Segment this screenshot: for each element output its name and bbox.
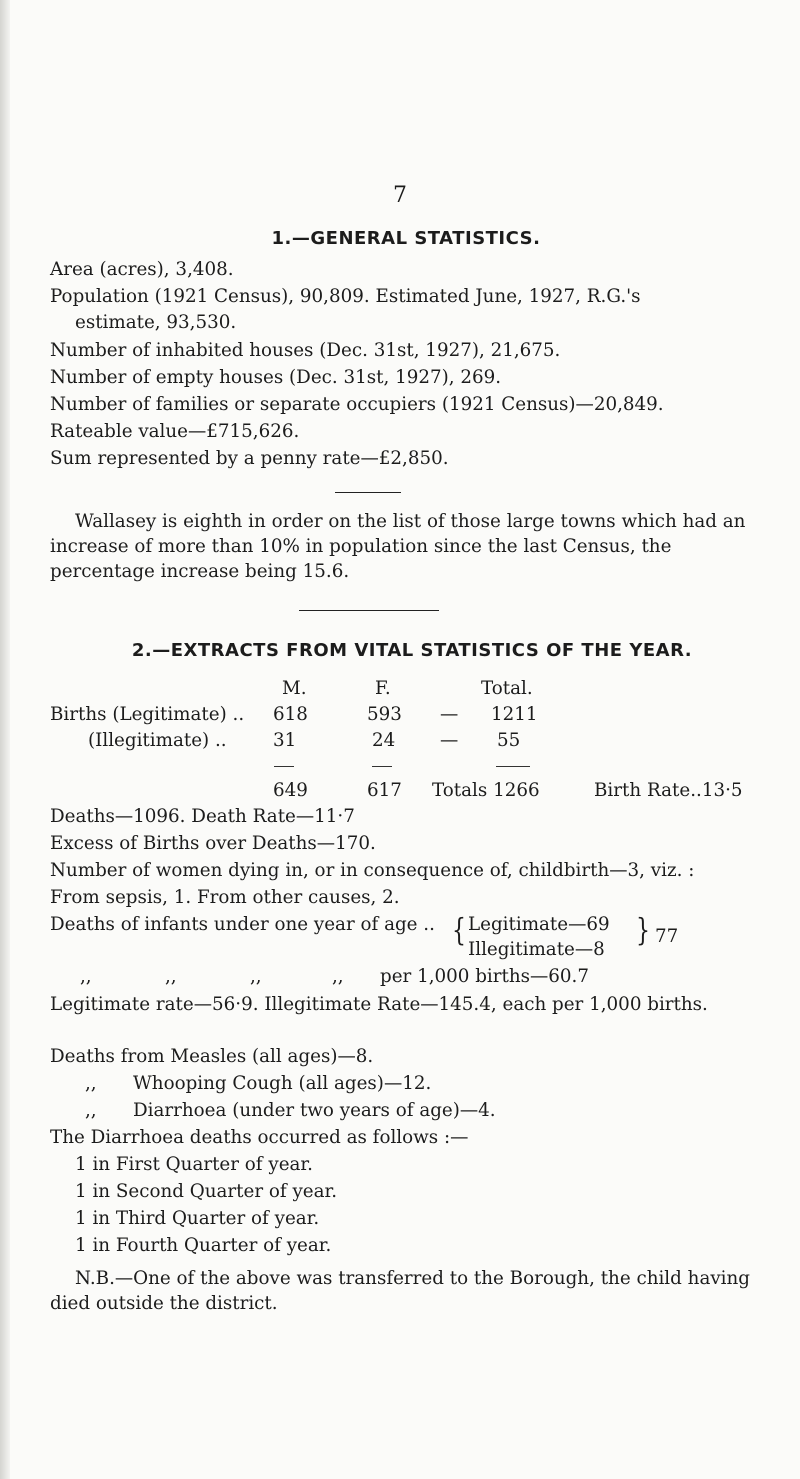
per-thousand-line: per 1,000 births—60.7: [380, 966, 589, 987]
sepsis-line: From sepsis, 1. From other causes, 2.: [50, 887, 400, 908]
row-illegitimate-m: 31: [273, 730, 297, 751]
divider-short: [335, 492, 401, 493]
inhabited-houses-line: Number of inhabited houses (Dec. 31st, 1927), 21,675.: [50, 340, 561, 361]
divider-long: [299, 610, 439, 611]
ditto-whooping: ,,: [85, 1073, 97, 1094]
row-legitimate-label: Births (Legitimate) ..: [50, 704, 245, 725]
legitimate-rate-text: Legitimate rate—56·9. Illegitimate Rate—145.4, each per 1,000 births.: [50, 994, 708, 1015]
quarter-1-line: 1 in First Quarter of year.: [75, 1154, 313, 1175]
right-brace: }: [636, 913, 650, 949]
population-line-cont: estimate, 93,530.: [75, 312, 237, 333]
col-header-f: F.: [375, 678, 391, 699]
section-1-heading: 1.—GENERAL STATISTICS.: [271, 228, 541, 249]
sum-rule-total: [496, 766, 530, 767]
deaths-line: Deaths—1096. Death Rate—11·7: [50, 806, 355, 827]
population-line: Population (1921 Census), 90,809. Estimated June, 1927, R.G.'s: [50, 286, 641, 307]
sum-rule-m: [274, 766, 294, 767]
empty-houses-line: Number of empty houses (Dec. 31st, 1927), 269.: [50, 367, 502, 388]
measles-line: Deaths from Measles (all ages)—8.: [50, 1046, 374, 1067]
nb-paragraph: [50, 1266, 750, 1316]
totals-label: Totals 1266: [432, 780, 540, 801]
birth-rate: Birth Rate..13·5: [594, 780, 743, 801]
ditto-mark-3: ,,: [250, 966, 262, 987]
whooping-cough-line: Whooping Cough (all ages)—12.: [133, 1073, 432, 1094]
quarter-3-line: 1 in Third Quarter of year.: [75, 1208, 320, 1229]
families-line: Number of families or separate occupiers (1921 Census)—20,849.: [50, 394, 664, 415]
quarter-2-line: 1 in Second Quarter of year.: [75, 1181, 338, 1202]
quarter-4-line: 1 in Fourth Quarter of year.: [75, 1235, 332, 1256]
infant-deaths-line: Deaths of infants under one year of age ..: [50, 914, 435, 935]
col-header-total: Total.: [481, 678, 533, 699]
infant-total: 77: [655, 926, 679, 947]
totals-m: 649: [273, 780, 308, 801]
rateable-value-line: Rateable value—£715,626.: [50, 421, 300, 442]
nb-text: N.B.—One of the above was transferred to the Borough, the child having died outside the district.: [50, 1268, 750, 1314]
infant-legitimate: Legitimate—69: [468, 914, 610, 935]
page-number: 7: [393, 183, 407, 208]
totals-f: 617: [367, 780, 402, 801]
wallasey-paragraph: [50, 509, 750, 584]
col-header-m: M.: [282, 678, 307, 699]
row-illegitimate-label: (Illegitimate) ..: [88, 730, 227, 751]
row-legitimate-m: 618: [273, 704, 308, 725]
row-illegitimate-f: 24: [372, 730, 396, 751]
diarrhoea-line: Diarrhoea (under two years of age)—4.: [133, 1100, 496, 1121]
penny-rate-line: Sum represented by a penny rate—£2,850.: [50, 448, 449, 469]
left-brace: {: [452, 913, 466, 949]
area-line: Area (acres), 3,408.: [50, 259, 234, 280]
row-legitimate-f: 593: [367, 704, 402, 725]
sum-rule-f: [372, 766, 392, 767]
row-illegitimate-dash: —: [440, 730, 459, 751]
legitimate-rate-paragraph: [50, 992, 750, 1017]
childbirth-line: Number of women dying in, or in consequence of, childbirth—3, viz. :: [50, 860, 695, 881]
ditto-diarrhoea: ,,: [85, 1100, 97, 1121]
infant-illegitimate: Illegitimate—8: [468, 939, 605, 960]
row-legitimate-total: 1211: [491, 704, 538, 725]
excess-births-line: Excess of Births over Deaths—170.: [50, 833, 376, 854]
row-legitimate-dash: —: [440, 704, 459, 725]
wallasey-paragraph-text: Wallasey is eighth in order on the list of those large towns which had an increase of more than 10% in population since the last Census, the percentage increase being 15.6.: [50, 511, 746, 582]
diarrhoea-occurred-line: The Diarrhoea deaths occurred as follows :—: [50, 1127, 469, 1148]
section-2-heading: 2.—EXTRACTS FROM VITAL STATISTICS OF THE YEAR.: [131, 640, 693, 661]
ditto-mark-2: ,,: [165, 966, 177, 987]
ditto-mark-4: ,,: [332, 966, 344, 987]
row-illegitimate-total: 55: [497, 730, 521, 751]
ditto-mark-1: ,,: [80, 966, 92, 987]
